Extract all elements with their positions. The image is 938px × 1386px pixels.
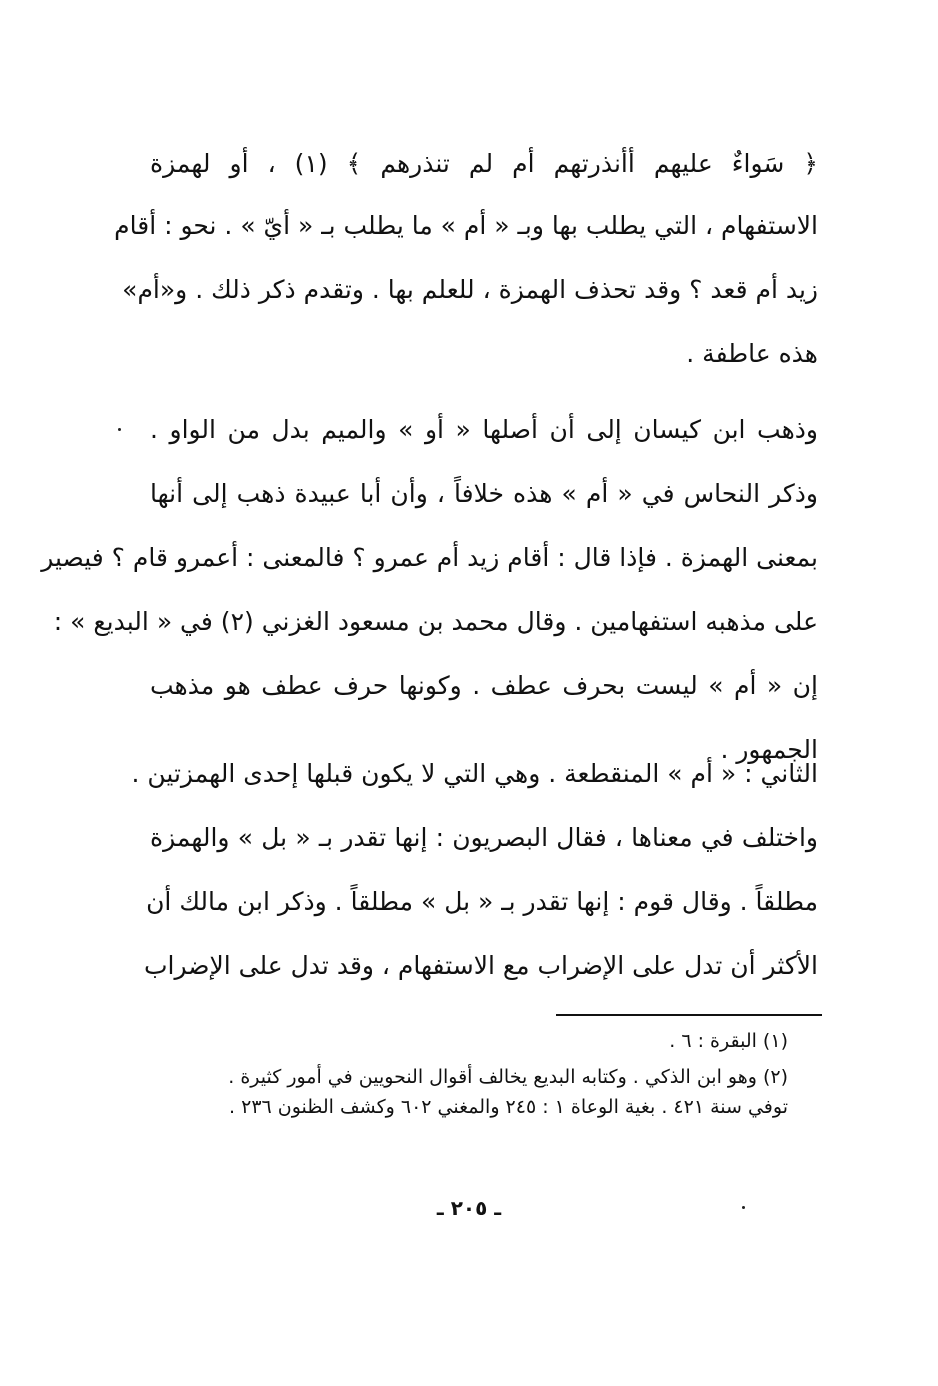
page-number: ـ ٢٠٥ ـ	[436, 1196, 502, 1220]
text-line: إن « أم » ليست بحرف عطف . وكونها حرف عطف هو مذهب	[150, 671, 818, 700]
footnote-2-continued: توفي سنة ٤٢١ . بغية الوعاة ١ : ٢٤٥ والمغني ٦٠٢ وكشف الظنون ٢٣٦ .	[229, 1096, 788, 1118]
text-line: وذهب ابن كيسان إلى أن أصلها « أو » والميم بدل من الواو .	[150, 415, 818, 444]
footnote-divider	[556, 1014, 822, 1016]
text-line: واختلف في معناها ، فقال البصريون : إنها تقدر بـ « بل » والهمزة	[150, 823, 818, 852]
text-line: الأكثر أن تدل على الإضراب مع الاستفهام ، وقد تدل على الإضراب	[144, 951, 818, 980]
text-line: الثاني : « أم » المنقطعة . وهي التي لا يكون قبلها إحدى الهمزتين .	[131, 759, 818, 788]
footnote-1: (١) البقرة : ٦ .	[669, 1030, 788, 1052]
scan-speck	[742, 1206, 745, 1209]
footnotes	[150, 1028, 788, 1130]
text-line: زيد أم قعد ؟ وقد تحذف الهمزة ، للعلم بها . وتقدم ذكر ذلك . و«أم»	[122, 275, 818, 304]
footnote-2: (٢) وهو ابن الذكي . وكتابه البديع يخالف أقوال النحويين في أمور كثيرة .	[228, 1066, 788, 1088]
paragraph-3	[131, 758, 818, 1014]
paragraph-1	[114, 148, 819, 402]
text-line: الجمهور .	[720, 735, 818, 764]
text-line: على مذهبه استفهامين . وقال محمد بن مسعود الغزني (٢) في « البديع » :	[53, 607, 818, 636]
text-line: بمعنى الهمزة . فإذا قال : أقام زيد أم عمرو ؟ فالمعنى : أعمرو قام ؟ فيصير	[41, 543, 818, 572]
paragraph-2	[41, 414, 818, 798]
text-line: هذه عاطفة .	[686, 339, 818, 368]
text-line: مطلقاً . وقال قوم : إنها تقدر بـ « بل » مطلقاً . وذكر ابن مالك أن	[146, 887, 818, 916]
text-line: ﴿ سَواءٌ عليهم أأنذرتهم أم لم تنذرهم ﴾ (١) ، أو لهمزة	[150, 149, 819, 178]
text-line: وذكر النحاس في « أم » هذه خلافاً ، وأن أبا عبيدة ذهب إلى أنها	[150, 479, 818, 508]
scan-speck	[118, 428, 121, 431]
text-line: الاستفهام ، التي يطلب بها وبـ « أم » ما يطلب بـ « أيّ » . نحو : أقام	[114, 211, 818, 240]
